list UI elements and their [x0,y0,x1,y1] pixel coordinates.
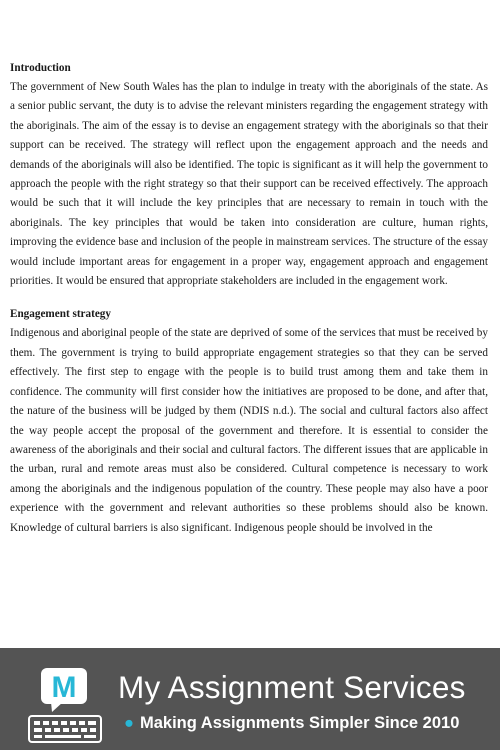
logo-letter: M [51,671,77,704]
document-body [10,59,488,538]
brand-tagline [124,713,459,733]
intro-paragraph: The government of New South Wales has the plan to indulge in treaty with the aboriginals of the state. As a senior public servant, the duty is to advise the relevant ministers regarding the engagement strategy with the aboriginals. The aim of the essay is to devise an engagement strategy with the aboriginals so that their support can be received. The strategy will reflect upon the engagement approach and the needs and demands of the aboriginals will also be identified. The topic is significant as it will help the government to approach the people with the right strategy so that their support can be received effectively. The approach would be such that it will include the key principles that are necessary to remain in touch with the aboriginals. The key principles that would be taken into consideration are culture, human rights, improving the evidence base and inclusion of the people in mainstream services. The structure of the essay would include important areas for engagement in a proper way, engagement approach and engagement priorities. It would be ensured that appropriate stakeholders are included in the engagement work. [10,81,488,288]
brand-logo-icon [25,668,107,746]
strategy-paragraph: Indigenous and aboriginal people of the state are deprived of some of the services that must be received by them. The government is trying to build appropriate engagement strategies so that they can be served effectively. The first step to engage with the people is to build trust among them and take them in confidence. The community will first consider how the initiatives are proposed to be done, and after that, the nature of the business will be judged by them (NDIS n.d.). The social and cultural factors also affect the way people accept the proposal of the government and therefore. It is essential to consider the awareness of the aboriginals and their social and cultural factors. The different issues that are applicable in the urban, rural and remote areas must also be considered. Cultural competence is necessary to work among the aboriginals and the indigenous population of the country. These people may also have a poor experience with the government and relevant authorities so these problems should also be known. Knowledge of cultural barriers is also significant. Indigenous people should be involved in the [10,327,488,534]
strategy-heading: Engagement strategy [10,308,111,321]
intro-heading: Introduction [10,62,71,74]
bullet-icon: ● [124,714,134,732]
brand-name: My Assignment Services [118,669,466,705]
tagline-text: Making Assignments Simpler Since 2010 [139,714,460,732]
